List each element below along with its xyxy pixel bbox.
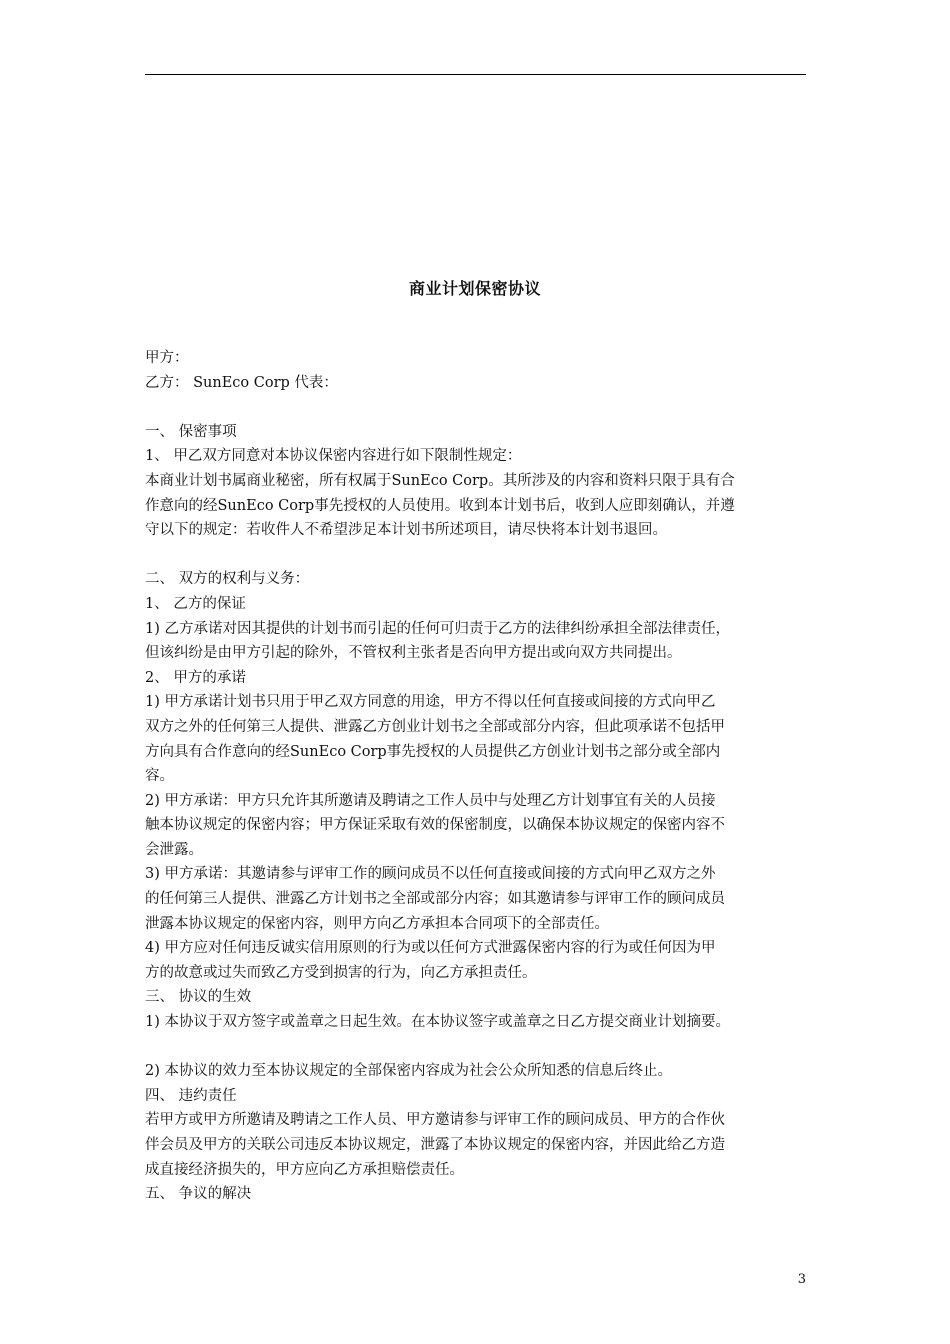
- text-line: 但该纠纷是由甲方引起的除外，不管权利主张者是否向甲方提出或向双方共同提出。: [145, 645, 682, 662]
- document-body: [145, 346, 817, 1207]
- text-line: 4) 甲方应对任何违反诚实信用原则的行为或以任何方式泄露保密内容的行为或任何因为甲: [145, 940, 716, 957]
- text-line: 1) 乙方承诺对因其提供的计划书而引起的任何可归责于乙方的法律纠纷承担全部法律责任，: [145, 620, 730, 637]
- text-line: 双方之外的任何第三人提供、泄露乙方创业计划书之全部或部分内容，但此项承诺不包括甲: [145, 718, 725, 735]
- text-line: 1) 甲方承诺计划书只用于甲乙双方同意的用途，甲方不得以任何直接或间接的方式向甲乙: [145, 694, 716, 711]
- text-line: 成直接经济损失的，甲方应向乙方承担赔偿责任。: [145, 1161, 464, 1178]
- text-line: 触本协议规定的保密内容；甲方保证采取有效的保密制度，以确保本协议规定的保密内容不: [145, 817, 725, 834]
- text-line: 1、 甲乙双方同意对本协议保密内容进行如下限制性规定：: [145, 448, 522, 465]
- text-line: 若甲方或甲方所邀请及聘请之工作人员、甲方邀请参与评审工作的顾问成员、甲方的合作伙: [145, 1112, 725, 1129]
- text-line: 3) 甲方承诺：其邀请参与评审工作的顾问成员不以任何直接或间接的方式向甲乙双方之外: [145, 866, 716, 883]
- text-line: 甲方：: [145, 350, 189, 366]
- text-line: 1) 本协议于双方签字或盖章之日起生效。在本协议签字或盖章之日乙方提交商业计划摘要。: [145, 1014, 730, 1031]
- page-number: 3: [797, 1272, 806, 1287]
- text-line: 方的故意或过失而致乙方受到损害的行为，向乙方承担责任。: [145, 964, 537, 981]
- blank-line: [145, 1035, 817, 1060]
- blank-line: [145, 395, 817, 420]
- text-line: 五、 争议的解决: [145, 1186, 252, 1203]
- text-line: 泄露本协议规定的保密内容，则甲方向乙方承担本合同项下的全部责任。: [145, 915, 609, 932]
- text-line: 本商业计划书属商业秘密，所有权属于SunEco Corp。其所涉及的内容和资料只限于具有合: [145, 472, 735, 489]
- text-line: 会泄露。: [145, 841, 203, 858]
- text-line: 一、 保密事项: [145, 423, 237, 440]
- text-line: 方向具有合作意向的经SunEco Corp事先授权的人员提供乙方创业计划书之部分或全部内: [145, 743, 721, 760]
- text-line: 守以下的规定：若收件人不希望涉足本计划书所述项目，请尽快将本计划书退回。: [145, 522, 667, 539]
- text-line: 容。: [145, 768, 174, 785]
- text-line: 2) 本协议的效力至本协议规定的全部保密内容成为社会公众所知悉的信息后终止。: [145, 1063, 672, 1080]
- text-line: 的任何第三人提供、泄露乙方计划书之全部或部分内容；如其邀请参与评审工作的顾问成员: [145, 891, 725, 908]
- text-line: 二、 双方的权利与义务：: [145, 571, 310, 588]
- blank-line: [145, 543, 817, 568]
- text-line: 2、 甲方的承诺: [145, 669, 246, 686]
- text-line: 伴会员及甲方的关联公司违反本协议规定，泄露了本协议规定的保密内容，并因此给乙方造: [145, 1137, 725, 1153]
- text-line: 作意向的经SunEco Corp事先授权的人员使用。收到本计划书后，收到人应即刻确认，并遵: [145, 497, 735, 514]
- document-title: 商业计划保密协议: [408, 279, 541, 298]
- header-rule: [145, 74, 806, 75]
- text-line: 四、 违约责任: [145, 1087, 237, 1104]
- text-line: 三、 协议的生效: [145, 989, 252, 1006]
- text-line: 乙方： SunEco Corp 代表：: [145, 374, 338, 391]
- text-line: 1、 乙方的保证: [145, 595, 246, 612]
- text-line: 2) 甲方承诺：甲方只允许其所邀请及聘请之工作人员中与处理乙方计划事宜有关的人员接: [145, 792, 716, 809]
